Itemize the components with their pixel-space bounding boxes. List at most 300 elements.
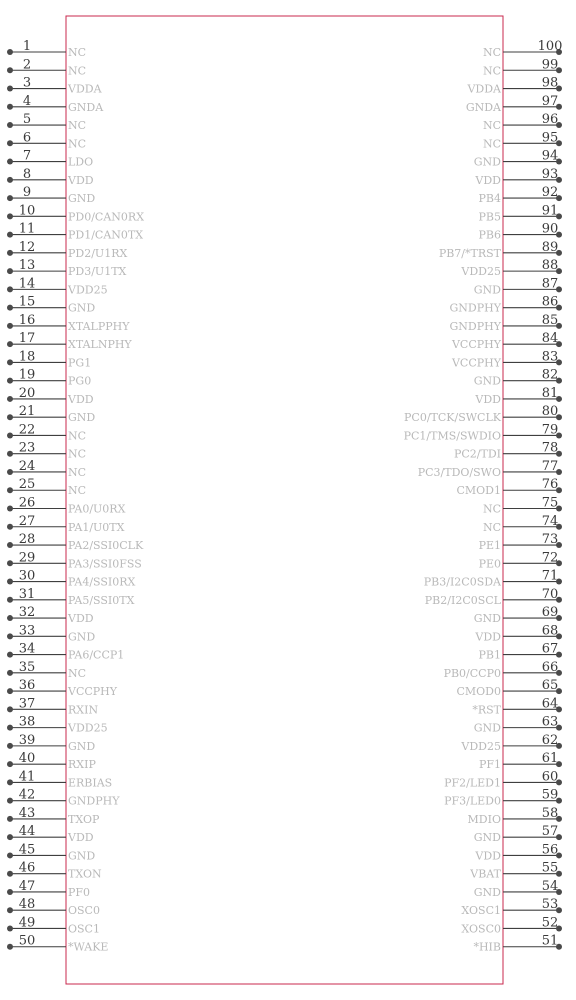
pin-end-dot [7,633,13,639]
pin-name: VDDA [467,82,501,96]
pin-name: PC0/TCK/SWCLK [404,411,501,425]
pin-end-dot [7,925,13,931]
pin-51 [473,934,562,954]
pin-name: VDD [68,392,94,406]
pin-number: 80 [541,404,559,420]
pin-name: NC [68,465,87,479]
pin-number: 39 [18,732,36,748]
pin-name: VDD [475,392,501,406]
pin-end-dot [7,615,13,621]
pin-94 [474,149,562,169]
pin-end-dot [7,652,13,658]
pin-64 [472,696,562,716]
pin-name: GNDPHY [68,794,120,808]
pin-number: 88 [541,258,559,274]
pin-number: 64 [541,696,559,712]
pin-number: 27 [18,513,36,529]
pin-number: 17 [18,331,36,347]
pin-number: 21 [18,404,36,420]
pin-name: NC [68,137,87,151]
pin-number: 75 [541,495,559,511]
pin-number: 20 [18,385,36,401]
pin-number: 81 [541,385,559,401]
pin-number: 54 [541,878,559,894]
pin-name: XTALNPHY [68,338,132,352]
pin-end-dot [7,286,13,292]
pin-name: TXON [68,867,102,881]
pin-38 [7,715,108,735]
pin-9 [7,185,95,205]
pin-32 [7,605,94,625]
pin-number: 35 [18,659,36,675]
pin-name: VDDA [68,82,102,96]
pin-67 [479,642,562,662]
pin-end-dot [7,852,13,858]
pin-number: 11 [18,221,36,237]
pin-number: 87 [541,276,559,292]
pin-end-dot [7,725,13,731]
pin-name: PB2/I2C0SCL [424,593,501,607]
pin-name: ERBIAS [68,776,113,790]
pin-13 [7,258,127,278]
pin-number: 60 [541,769,559,785]
pin-name: PG1 [68,356,92,370]
pin-number: 8 [22,166,32,182]
pin-number: 73 [541,532,559,548]
pin-name: GND [68,411,96,425]
pin-19 [7,368,91,388]
pin-end-dot [7,159,13,165]
pin-number: 36 [18,678,36,694]
pin-name: MDIO [467,812,501,826]
pin-name: PB1 [478,648,501,662]
right-pin-group [404,39,563,954]
pin-name: PF2/LED1 [444,776,501,790]
pin-number: 52 [541,915,559,931]
pin-number: 40 [18,751,36,767]
pin-70 [425,587,562,607]
pin-23 [7,441,86,461]
pin-name: NC [482,502,501,516]
pin-number: 53 [541,897,559,913]
pin-name: VDD25 [68,283,108,297]
pin-end-dot [7,323,13,329]
pin-17 [7,331,132,351]
pin-number: 15 [18,294,36,310]
pin-number: 38 [18,714,36,730]
pin-number: 42 [18,787,36,803]
pin-end-dot [7,506,13,512]
pin-end-dot [7,907,13,913]
pin-97 [466,94,562,114]
pin-name: VDD [68,831,94,845]
pin-number: 94 [541,148,559,164]
pin-1 [7,39,86,59]
pin-end-dot [7,834,13,840]
pin-name: VCCPHY [451,356,501,370]
pin-85 [450,313,563,333]
pin-end-dot [7,67,13,73]
pin-name: PD2/U1RX [68,246,128,260]
pin-name: OSC0 [68,904,100,918]
pin-end-dot [7,542,13,548]
pin-57 [474,824,562,844]
pin-end-dot [7,213,13,219]
pin-61 [479,751,562,771]
pin-35 [7,660,86,680]
pin-end-dot [7,743,13,749]
pin-58 [468,806,562,826]
pin-name: PA1/U0TX [68,520,125,534]
pin-39 [7,733,95,753]
pin-number: 65 [541,678,559,694]
pin-number: 23 [18,440,36,456]
pin-56 [474,842,562,862]
pin-49 [7,915,100,935]
pin-number: 49 [18,915,36,931]
pin-name: PD0/CAN0RX [68,210,145,224]
pin-name: NC [482,520,501,534]
pin-end-dot [7,432,13,438]
pin-end-dot [7,706,13,712]
left-pin-group [7,39,144,954]
pin-end-dot [7,305,13,311]
pin-99 [483,57,562,77]
pin-number: 97 [541,93,559,109]
pin-number: 12 [18,239,36,255]
pin-50 [7,934,108,954]
pin-end-dot [7,341,13,347]
pin-number: 31 [18,586,36,602]
pin-number: 28 [18,532,36,548]
pin-6 [7,130,86,150]
pin-number: 78 [541,440,559,456]
pin-name: NC [68,64,87,78]
pin-73 [479,532,562,552]
pin-89 [439,240,562,260]
pin-name: GNDPHY [449,319,501,333]
pin-20 [7,386,94,406]
pin-78 [454,441,562,461]
pin-name: PB4 [478,192,501,206]
pin-name: CMOD1 [456,484,501,498]
pin-name: PG0 [68,374,92,388]
pin-69 [474,605,562,625]
pin-number: 70 [541,586,559,602]
pin-number: 71 [541,568,559,584]
pin-82 [474,368,562,388]
component-body [66,16,503,984]
pin-end-dot [7,487,13,493]
pin-end-dot [7,560,13,566]
pin-number: 19 [18,367,36,383]
pin-end-dot [7,451,13,457]
pin-55 [469,861,562,881]
pin-end-dot [7,140,13,146]
pin-end-dot [7,268,13,274]
pin-name: *HIB [473,940,501,954]
pin-number: 77 [541,458,559,474]
pin-number: 63 [541,714,559,730]
pin-100 [483,39,562,59]
pin-name: PD3/U1TX [68,265,127,279]
pin-name: *WAKE [68,940,109,954]
pin-end-dot [7,49,13,55]
pin-number: 6 [22,130,32,146]
pin-end-dot [7,688,13,694]
pin-number: 98 [541,75,559,91]
pin-end-dot [7,104,13,110]
pin-80 [404,404,562,424]
pin-name: VDD25 [68,721,108,735]
pin-end-dot [7,177,13,183]
pin-end-dot [7,816,13,822]
pin-42 [7,788,120,808]
pin-name: PF3/LED0 [444,794,501,808]
pin-68 [474,623,562,643]
pin-86 [450,295,563,315]
pin-87 [474,276,562,296]
pin-end-dot [7,944,13,950]
pin-name: VCCPHY [68,685,118,699]
pin-number: 51 [541,933,559,949]
pin-name: PC2/TDI [453,447,501,461]
pin-62 [460,733,562,753]
pin-number: 68 [541,623,559,639]
pin-5 [7,112,86,132]
pin-number: 3 [22,75,32,91]
pin-name: PB3/I2C0SDA [423,575,501,589]
pin-28 [7,532,144,552]
pin-43 [7,806,100,826]
pin-40 [7,751,96,771]
pin-name: NC [482,64,501,78]
pin-name: NC [68,119,87,133]
pin-75 [483,496,562,516]
pin-63 [474,715,562,735]
pin-name: PB5 [478,210,501,224]
pin-end-dot [7,779,13,785]
pin-81 [474,386,562,406]
pin-name: PC1/TMS/SWDIO [403,429,501,443]
pin-21 [7,404,95,424]
pin-45 [7,842,95,862]
pin-end-dot [7,761,13,767]
pin-number: 69 [541,605,559,621]
pin-96 [483,112,562,132]
pin-2 [7,57,86,77]
pin-number: 44 [18,824,36,840]
pin-name: GND [473,721,501,735]
pin-number: 96 [541,112,559,128]
pin-name: PA0/U0RX [68,502,126,516]
pin-end-dot [7,250,13,256]
pin-47 [7,879,90,899]
pin-83 [451,349,562,369]
pin-end-dot [7,378,13,384]
pin-number: 79 [541,422,559,438]
pin-74 [483,514,562,534]
pin-11 [7,222,143,242]
pin-name: PA6/CCP1 [68,648,125,662]
pin-number: 91 [541,203,559,219]
pin-number: 34 [18,641,36,657]
pin-name: PE1 [478,539,501,553]
pin-10 [7,203,144,223]
pin-number: 22 [18,422,36,438]
pin-number: 41 [18,769,36,785]
pin-name: GND [68,192,96,206]
pin-name: VDD [475,173,501,187]
pin-number: 30 [18,568,36,584]
pin-name: GND [68,301,96,315]
pin-name: CMOD0 [456,685,501,699]
pin-end-dot [7,871,13,877]
pin-name: PB6 [478,228,501,242]
pin-end-dot [7,597,13,603]
pin-number: 95 [541,130,559,146]
pin-end-dot [7,396,13,402]
pin-name: VDD [475,849,501,863]
pin-number: 90 [541,221,559,237]
pin-name: NC [482,46,501,59]
pin-name: XTALPPHY [68,319,130,333]
pin-name: PF0 [68,885,91,899]
pin-90 [479,222,562,242]
pin-number: 25 [18,477,36,493]
pin-number: 5 [22,112,32,128]
pin-71 [424,569,562,589]
pin-name: TXOP [68,812,100,826]
pin-number: 1 [22,39,32,54]
pin-53 [461,897,562,917]
pin-98 [466,76,562,96]
pin-name: VDD [68,612,94,626]
pin-88 [460,258,562,278]
pin-name: NC [68,429,87,443]
pin-3 [7,76,103,96]
pin-65 [456,678,562,698]
pin-number: 4 [22,93,32,109]
pin-name: GNDA [465,100,501,114]
pin-92 [479,185,562,205]
pin-77 [418,459,562,479]
pin-number: 55 [541,860,559,876]
pin-end-dot [7,524,13,530]
pin-number: 83 [541,349,559,365]
pin-end-dot [7,469,13,475]
pin-number: 7 [22,148,32,164]
pin-name: NC [482,119,501,133]
pin-name: GNDA [68,100,104,114]
pin-name: VDD [475,630,501,644]
pin-name: RXIN [68,703,99,717]
pin-number: 45 [18,842,36,858]
pin-name: VDD25 [461,265,501,279]
pin-name: GND [473,831,501,845]
pin-name: GNDPHY [449,301,501,315]
pin-16 [7,313,130,333]
pin-name: RXIP [68,758,96,772]
pin-number: 92 [541,185,559,201]
pin-end-dot [7,579,13,585]
pin-29 [7,550,142,570]
pin-79 [404,422,562,442]
pin-name: NC [68,447,87,461]
pin-91 [479,203,562,223]
pin-name: GND [473,155,501,169]
pin-number: 13 [18,258,36,274]
pin-name: VDD25 [461,739,501,753]
pin-22 [7,422,86,442]
pin-number: 61 [541,751,559,767]
pin-name: VDD [68,173,94,187]
pin-end-dot [7,889,13,895]
pin-name: LDO [68,155,94,169]
pin-number: 48 [18,897,36,913]
pin-name: GND [68,630,96,644]
pin-31 [7,587,135,607]
pin-number: 14 [18,276,36,292]
pin-8 [7,167,94,187]
pin-72 [479,550,562,570]
pin-number: 100 [537,39,563,54]
pin-number: 85 [541,312,559,328]
pin-4 [7,94,104,114]
pin-number: 24 [18,458,36,474]
pin-end-dot [7,122,13,128]
pin-name: PD1/CAN0TX [68,228,144,242]
pin-number: 99 [541,57,559,73]
pin-30 [7,569,136,589]
pin-number: 32 [18,605,36,621]
pin-end-dot [7,232,13,238]
pin-number: 57 [541,824,559,840]
pin-name: GND [473,283,501,297]
pin-number: 16 [18,312,36,328]
pin-name: PA3/SSI0FSS [68,557,142,571]
pin-number: 82 [541,367,559,383]
pin-number: 62 [541,732,559,748]
pin-number: 47 [18,878,36,894]
pin-12 [7,240,127,260]
pin-name: XOSC0 [461,922,501,936]
pin-36 [7,678,118,698]
pin-name: NC [68,666,87,680]
pin-name: GND [473,885,501,899]
pin-name: XOSC1 [461,904,501,918]
pin-name: GND [68,739,96,753]
pin-48 [7,897,100,917]
pin-name: PC3/TDO/SWO [417,465,501,479]
pin-name: GND [68,849,96,863]
pin-25 [7,477,86,497]
pin-number: 37 [18,696,36,712]
pin-end-dot [7,798,13,804]
pin-name: OSC1 [68,922,100,936]
pin-37 [7,696,98,716]
pin-44 [7,824,94,844]
pin-24 [7,459,86,479]
pin-number: 46 [18,860,36,876]
pin-end-dot [7,414,13,420]
pin-number: 76 [541,477,559,493]
pin-number: 9 [22,185,32,201]
pin-end-dot [7,195,13,201]
pin-number: 66 [541,659,559,675]
pin-name: PA5/SSI0TX [68,593,135,607]
pin-end-dot [7,86,13,92]
